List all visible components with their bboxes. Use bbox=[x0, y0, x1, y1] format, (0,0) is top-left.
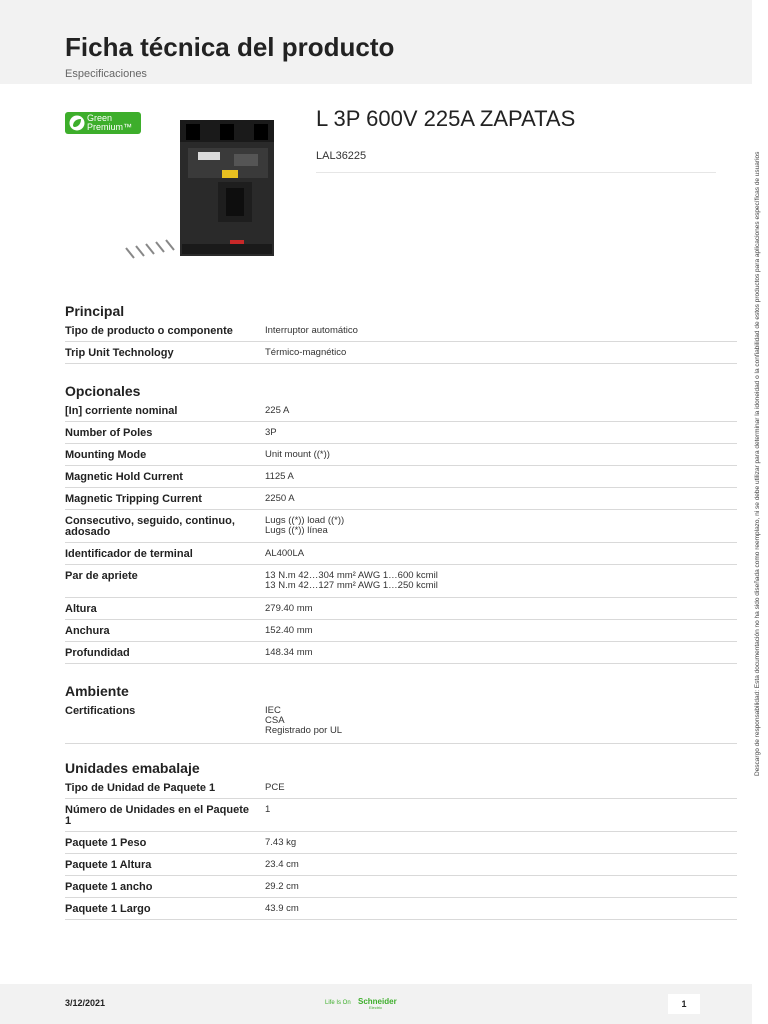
spec-value bbox=[265, 626, 725, 636]
disclaimer-text: Descargo de responsabilidad: Esta documentación no ha sido diseñada como reemplazo, ni se debe utilizar para determinar la idoneidad o la confiabilidad de estos productos para aplicaciones específicas de usuarios bbox=[754, 151, 761, 776]
logo-brand: Schneider bbox=[358, 997, 397, 1006]
badge-line1: Green bbox=[87, 113, 113, 123]
spec-value bbox=[265, 604, 725, 614]
spec-row bbox=[65, 620, 737, 642]
page-footer bbox=[0, 984, 752, 1024]
spec-value-line: Lugs ((*)) load ((*)) bbox=[265, 515, 345, 526]
spec-row bbox=[65, 854, 737, 876]
spec-value bbox=[265, 838, 725, 848]
spec-value bbox=[265, 326, 725, 336]
spec-label: Identificador de terminal bbox=[65, 548, 193, 560]
spec-label: Magnetic Tripping Current bbox=[65, 493, 202, 505]
spec-label: Número de Unidades en el Paquete 1 bbox=[65, 804, 249, 827]
spec-value-line: 13 N.m 42…127 mm² AWG 1…250 kcmil bbox=[265, 580, 438, 591]
spec-value-line: 43.9 cm bbox=[265, 903, 299, 914]
spec-value-line: AL400LA bbox=[265, 548, 305, 559]
spec-value bbox=[265, 706, 725, 736]
spec-label: Paquete 1 ancho bbox=[65, 881, 153, 893]
section-ambiente-rows bbox=[65, 700, 737, 744]
spec-value-line: 148.34 mm bbox=[265, 647, 313, 658]
schneider-logo bbox=[325, 997, 405, 1011]
spec-value bbox=[265, 472, 725, 482]
page-number: 1 bbox=[668, 994, 700, 1014]
spec-row bbox=[65, 598, 737, 620]
spec-label: Magnetic Hold Current bbox=[65, 471, 183, 483]
spec-value bbox=[265, 494, 725, 504]
spec-row bbox=[65, 488, 737, 510]
spec-value-line: CSA bbox=[265, 715, 285, 726]
spec-label: Mounting Mode bbox=[65, 449, 147, 461]
spec-row bbox=[65, 543, 737, 565]
spec-row bbox=[65, 444, 737, 466]
spec-row bbox=[65, 565, 737, 598]
spec-value-line: 13 N.m 42…304 mm² AWG 1…600 kcmil bbox=[265, 570, 438, 581]
spec-value bbox=[265, 904, 725, 914]
spec-row bbox=[65, 898, 737, 920]
section-title-ambiente: Ambiente bbox=[65, 683, 129, 699]
spec-row bbox=[65, 700, 737, 744]
product-reference: LAL36225 bbox=[316, 150, 367, 162]
spec-row bbox=[65, 510, 737, 543]
spec-value-line: 3P bbox=[265, 427, 277, 438]
page-subtitle: Especificaciones bbox=[65, 68, 147, 80]
page-header bbox=[0, 0, 752, 84]
spec-label: Tipo de producto o componente bbox=[65, 325, 233, 337]
section-title-opcionales: Opcionales bbox=[65, 383, 141, 399]
spec-label: Consecutivo, seguido, continuo, adosado bbox=[65, 515, 235, 538]
spec-row bbox=[65, 320, 737, 342]
spec-label: Trip Unit Technology bbox=[65, 347, 174, 359]
spec-value-line: PCE bbox=[265, 782, 285, 793]
page-title: Ficha técnica del producto bbox=[65, 32, 395, 62]
spec-label: Paquete 1 Peso bbox=[65, 837, 147, 849]
divider bbox=[316, 172, 716, 173]
spec-label: Altura bbox=[65, 603, 97, 615]
section-title-unidades: Unidades emabalaje bbox=[65, 760, 200, 776]
logo-sub: Electric bbox=[369, 1005, 383, 1010]
spec-value-line: Térmico-magnético bbox=[265, 347, 347, 358]
spec-label: Tipo de Unidad de Paquete 1 bbox=[65, 782, 216, 794]
spec-value bbox=[265, 571, 725, 591]
section-unidades-rows bbox=[65, 777, 737, 920]
spec-value-line: 225 A bbox=[265, 405, 290, 416]
spec-value-line: 279.40 mm bbox=[265, 603, 313, 614]
spec-label: Profundidad bbox=[65, 647, 130, 659]
logo-tagline: Life Is On bbox=[325, 1000, 351, 1006]
spec-row bbox=[65, 422, 737, 444]
spec-label: Paquete 1 Largo bbox=[65, 903, 151, 915]
spec-value-line: IEC bbox=[265, 705, 281, 716]
spec-value-line: 1 bbox=[265, 804, 271, 815]
spec-label: Paquete 1 Altura bbox=[65, 859, 152, 871]
spec-value bbox=[265, 348, 725, 358]
spec-value bbox=[265, 648, 725, 658]
spec-label: Number of Poles bbox=[65, 427, 153, 439]
spec-label: Certifications bbox=[65, 705, 136, 717]
spec-row bbox=[65, 799, 737, 832]
spec-value bbox=[265, 516, 725, 536]
spec-value bbox=[265, 406, 725, 416]
spec-value-line: Lugs ((*)) línea bbox=[265, 525, 328, 536]
spec-value-line: Interruptor automático bbox=[265, 325, 358, 336]
spec-row bbox=[65, 832, 737, 854]
spec-label: Anchura bbox=[65, 625, 110, 637]
spec-value-line: 7.43 kg bbox=[265, 837, 297, 848]
section-principal-rows bbox=[65, 320, 737, 364]
spec-value bbox=[265, 450, 725, 460]
spec-value-line: Registrado por UL bbox=[265, 725, 343, 736]
spec-value bbox=[265, 783, 725, 793]
spec-value-line: 1125 A bbox=[265, 471, 294, 482]
badge-line2: Premium™ bbox=[87, 122, 133, 132]
spec-row bbox=[65, 777, 737, 799]
product-image bbox=[122, 118, 282, 268]
spec-value bbox=[265, 549, 725, 559]
product-name: L 3P 600V 225A ZAPATAS bbox=[316, 106, 576, 131]
section-opcionales-rows bbox=[65, 400, 737, 664]
spec-label: [In] corriente nominal bbox=[65, 405, 178, 417]
spec-row bbox=[65, 342, 737, 364]
spec-value bbox=[265, 428, 725, 438]
footer-date: 3/12/2021 bbox=[65, 998, 106, 1008]
spec-value bbox=[265, 860, 725, 870]
section-title-principal: Principal bbox=[65, 303, 125, 319]
leaf-icon bbox=[69, 115, 85, 131]
spec-value bbox=[265, 805, 725, 815]
spec-row bbox=[65, 642, 737, 664]
spec-row bbox=[65, 466, 737, 488]
spec-label: Par de apriete bbox=[65, 570, 138, 582]
spec-value-line: 23.4 cm bbox=[265, 859, 299, 870]
spec-row bbox=[65, 876, 737, 898]
spec-value-line: 2250 A bbox=[265, 493, 295, 504]
spec-value-line: 152.40 mm bbox=[265, 625, 313, 636]
spec-value-line: 29.2 cm bbox=[265, 881, 299, 892]
spec-row bbox=[65, 400, 737, 422]
spec-value bbox=[265, 882, 725, 892]
spec-value-line: Unit mount ((*)) bbox=[265, 449, 330, 460]
